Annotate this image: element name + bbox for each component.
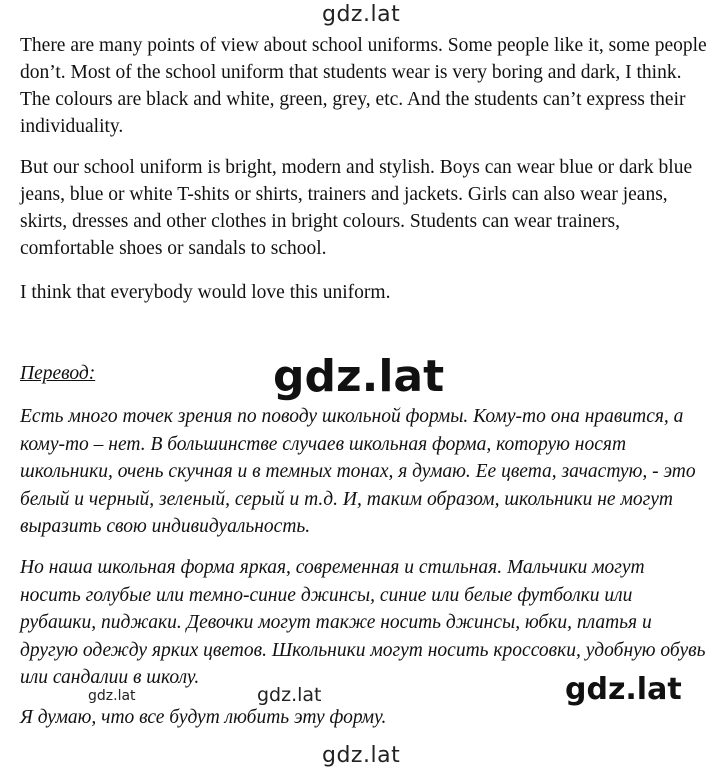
watermark-small-center: gdz.lat [257, 684, 322, 706]
english-paragraph-3: I think that everybody would love this uniform. [20, 282, 391, 303]
watermark-bottom-right: gdz.lat [565, 672, 682, 707]
watermark-bottom: gdz.lat [322, 743, 401, 768]
translation-paragraph-2: Но наша школьная форма яркая, современная и стильная. Мальчики могут носить голубые или темно-синие джинсы, синие или белые футболки или рубашки, пиджаки. Девочки могут также носить джинсы, юбки, платья и другую одежду ярких цветов. Школьники могут носить кроссовки, удобную обувь или сандалии в школу. [20, 557, 706, 689]
watermark-top: gdz.lat [322, 2, 401, 27]
translation-heading: Перевод: [20, 363, 96, 384]
english-paragraph-1: There are many points of view about school uniforms. Some people like it, some people don’t. Most of the school uniform that students wear is very boring and dark, I think. The colours are black and white, green, grey, etc. And the students can’t express their individuality. [20, 35, 707, 137]
watermark-middle: gdz.lat [273, 351, 445, 402]
translation-paragraph-1: Есть много точек зрения по поводу школьной формы. Кому-то она нравится, а кому-то – нет. В большинстве случаев школьная форма, которую носят школьники, очень скучная и в темных тонах, я думаю. Ее цвета, зачастую, - это белый и черный, зеленый, серый и т.д. И, таким образом, школьники не могут выразить свою индивидуальность. [20, 406, 696, 538]
translation-paragraph-3: Я думаю, что все будут любить эту форму. [20, 707, 387, 728]
watermark-small-left: gdz.lat [88, 688, 136, 704]
english-paragraph-2: But our school uniform is bright, modern and stylish. Boys can wear blue or dark blue jeans, blue or white T-shits or shirts, trainers and jackets. Girls can also wear jeans, skirts, dresses and other clothes in bright colours. Students can wear trainers, comfortable shoes or sandals to school. [20, 157, 693, 259]
